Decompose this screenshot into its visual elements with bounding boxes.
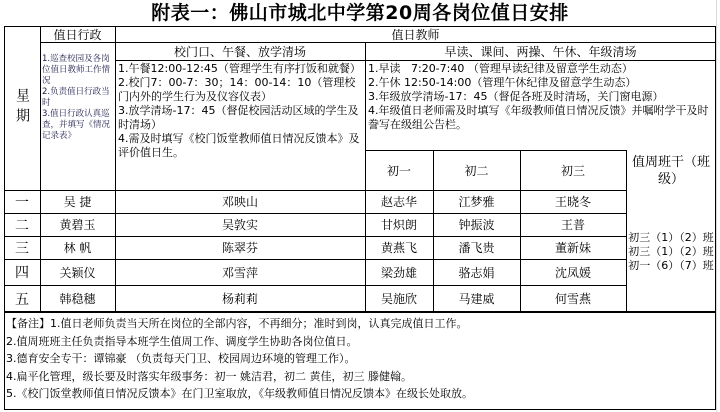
admin-name: 韩稳穗: [59, 292, 96, 306]
grade1-teacher-name: 黄燕飞: [380, 241, 417, 255]
grade1-teacher-name: 吴施欣: [380, 292, 417, 306]
grade3-teacher-name: 王晓冬: [554, 195, 591, 209]
grade2-teacher-name: 江梦雅: [458, 195, 495, 209]
note-line: 3.德育安全专干：谭锦豪 （负责每天门卫、校园周边环境的管理工作）。: [6, 352, 356, 365]
grade3-header: 初三: [560, 163, 585, 178]
note-line: 【备注】1.值日老师负责当天所在岗位的全部内容，不再细分；准时到岗，认真完成值日工作。: [6, 317, 468, 330]
class-duty-line: 初三（1）（2）班: [628, 231, 714, 244]
grid-line: [716, 0, 717, 412]
class-duty-line: 初三（1）（2）班: [628, 245, 714, 258]
grade3-teacher-name: 王普: [560, 218, 585, 232]
note-line: 2.值周班班主任负责指导本班学生值周工作、调度学生协助各岗位值日。: [6, 335, 358, 348]
teacher-header: 值日教师: [391, 27, 440, 42]
weekday-wed: 三: [15, 240, 29, 257]
gate-group-header: 校门口、午餐、放学清场: [173, 44, 306, 59]
grade2-teacher-name: 钟振波: [458, 218, 495, 232]
weekday-fri: 五: [15, 291, 29, 308]
grade2-teacher-name: 马建威: [458, 292, 495, 306]
grade3-teacher-name: 何雪燕: [554, 292, 591, 306]
admin-name: 吴 捷: [63, 195, 92, 209]
gate-teacher-name: 陈翠芬: [221, 241, 258, 255]
gate-teacher-name: 邓映山: [221, 195, 258, 209]
gate-teacher-name: 杨莉莉: [221, 292, 258, 306]
weekday-header: [4, 26, 40, 190]
grade1-teacher-name: 梁劲雄: [380, 265, 417, 280]
gate-teacher-name: 吴敦实: [221, 218, 258, 232]
class-duty-list: [626, 192, 716, 312]
gate-duty-text: 1.午餐12:00-12:45（管理学生有序打饭和就餐） 2.校门7：00-7：30；14：00-14：10（管理校门内外的学生行为及仪容仪表） 3.放学清场-17：45（督促校园活动区域的学生及时清场） 4.需及时填写《校门饭堂教师值日情况反馈本》及评价值日生。: [118, 62, 361, 159]
gate-teacher-name: 邓雪萍: [221, 265, 258, 280]
grade1-teacher-name: 甘炽朗: [380, 218, 417, 232]
note-line: 4.扁平化管理，级长要及时落实年级事务：初一 姚洁君，初二 黄佳，初三 滕健翰。: [6, 370, 412, 383]
page-title: 附表一：佛山市城北中学第20周各岗位值日安排: [151, 2, 569, 24]
grade1-teacher-name: 赵志华: [380, 195, 417, 209]
grade1-header: 初一: [386, 163, 411, 178]
admin-notes: 1.巡查校园及各岗位值日教师工作情况 2.负责值日行政当时 3.值日行政认真巡查，并填写《情况记录表》: [42, 54, 111, 141]
grade2-teacher-name: 骆志娟: [458, 265, 495, 280]
admin-name: 黄碧玉: [59, 218, 96, 232]
reading-group-header: 早读、课间、两操、午休、年级清场: [444, 44, 637, 59]
grade2-teacher-name: 潘飞贵: [458, 241, 495, 255]
grade2-header: 初二: [464, 163, 489, 178]
weekday-mon: 一: [15, 194, 29, 211]
admin-name: 林 帆: [63, 241, 92, 255]
admin-header: 值日行政: [53, 27, 102, 42]
reading-duty-text: 1.早读 7:20-7:40 （管理早读纪律及留意学生动态） 2.午休 12:50-14:00（管理午休纪律及留意学生动态） 3.年级放学清场-17：45（督促各班及时清场，关门窗电源） 4.年级值日老师需及时填写《年级教师值日情况反馈》并嘱咐学干及时誊写在级组公告栏。: [368, 62, 709, 131]
grade3-teacher-name: 董新妹: [554, 241, 591, 255]
weekday-header-label: 星期: [14, 88, 30, 128]
class-duty-header: 值周班干（班级）: [632, 155, 711, 187]
grade3-teacher-name: 沈凤媛: [554, 265, 591, 280]
class-duty-line: 初一（6）（7）班: [628, 259, 714, 272]
note-line: 5.《校门饭堂教师值日情况反馈本》在门卫室取放，《年级教师值日情况反馈本》在级长处取放。: [6, 387, 473, 400]
weekday-thu: 四: [15, 265, 29, 281]
admin-name: 关颖仪: [59, 265, 96, 280]
weekday-tue: 二: [15, 217, 29, 234]
